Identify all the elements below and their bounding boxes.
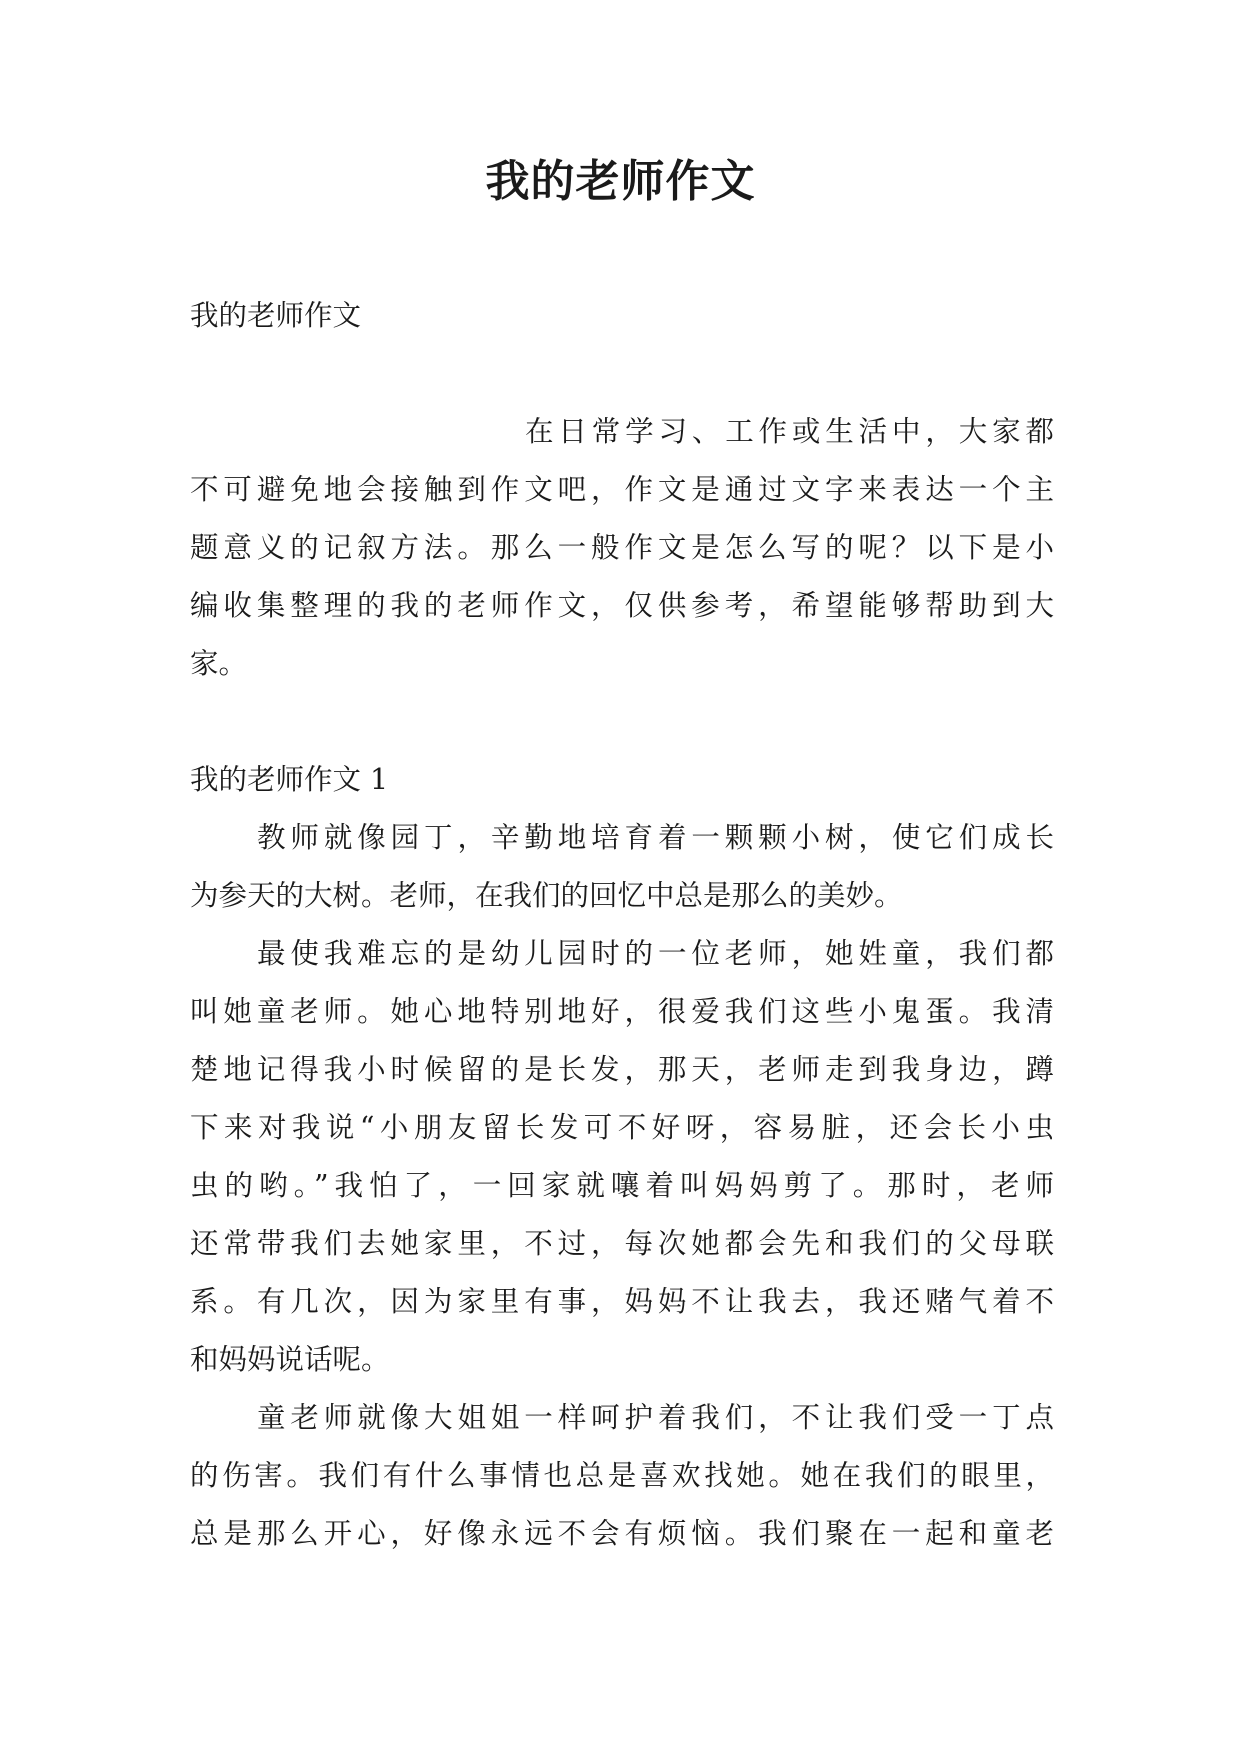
body-paragraph	[190, 809, 1054, 925]
intro-paragraph	[190, 403, 1054, 693]
document-subtitle: 我的老师作文	[190, 299, 362, 332]
paragraph-line: 还常带我们去她家里，不过，每次她都会先和我们的父母联	[190, 1227, 1054, 1260]
paragraph-line: 总是那么开心，好像永远不会有烦恼。我们聚在一起和童老	[190, 1517, 1054, 1550]
paragraph-line: 下来对我说“小朋友留长发可不好呀，容易脏，还会长小虫	[190, 1111, 1054, 1144]
document-body	[190, 287, 1054, 1563]
paragraph-line: 教师就像园丁，辛勤地培育着一颗颗小树，使它们成长	[257, 821, 1054, 854]
paragraph-line: 的伤害。我们有什么事情也总是喜欢找她。她在我们的眼里，	[190, 1459, 1054, 1492]
paragraph-line: 叫她童老师。她心地特别地好，很爱我们这些小鬼蛋。我清	[190, 995, 1054, 1028]
paragraph-line: 虫的哟。”我怕了，一回家就嚷着叫妈妈剪了。那时，老师	[190, 1169, 1054, 1202]
body-paragraph	[190, 925, 1054, 1389]
paragraph-line: 楚地记得我小时候留的是长发，那天，老师走到我身边，蹲	[190, 1053, 1054, 1086]
paragraph-line: 和妈妈说话呢。	[190, 1343, 390, 1376]
body-paragraph	[190, 1389, 1054, 1563]
intro-line: 家。	[190, 647, 248, 680]
paragraph-line: 最使我难忘的是幼儿园时的一位老师，她姓童，我们都	[257, 937, 1054, 970]
spacer	[190, 693, 1054, 751]
paragraph-line: 为参天的大树。老师，在我们的回忆中总是那么的美妙。	[190, 879, 903, 912]
spacer	[190, 345, 1054, 403]
paragraph-line: 系。有几次，因为家里有事，妈妈不让我去，我还赌气着不	[190, 1285, 1054, 1318]
intro-line: 在日常学习、工作或生活中，大家都	[525, 415, 1054, 448]
intro-line: 编收集整理的我的老师作文，仅供参考，希望能够帮助到大	[190, 589, 1054, 622]
intro-line: 不可避免地会接触到作文吧，作文是通过文字来表达一个主	[190, 473, 1054, 506]
intro-line: 题意义的记叙方法。那么一般作文是怎么写的呢？以下是小	[190, 531, 1054, 564]
document-title: 我的老师作文	[485, 156, 756, 207]
paragraph-line: 童老师就像大姐姐一样呵护着我们，不让我们受一丁点	[257, 1401, 1054, 1434]
section-heading: 我的老师作文 1	[190, 763, 389, 796]
